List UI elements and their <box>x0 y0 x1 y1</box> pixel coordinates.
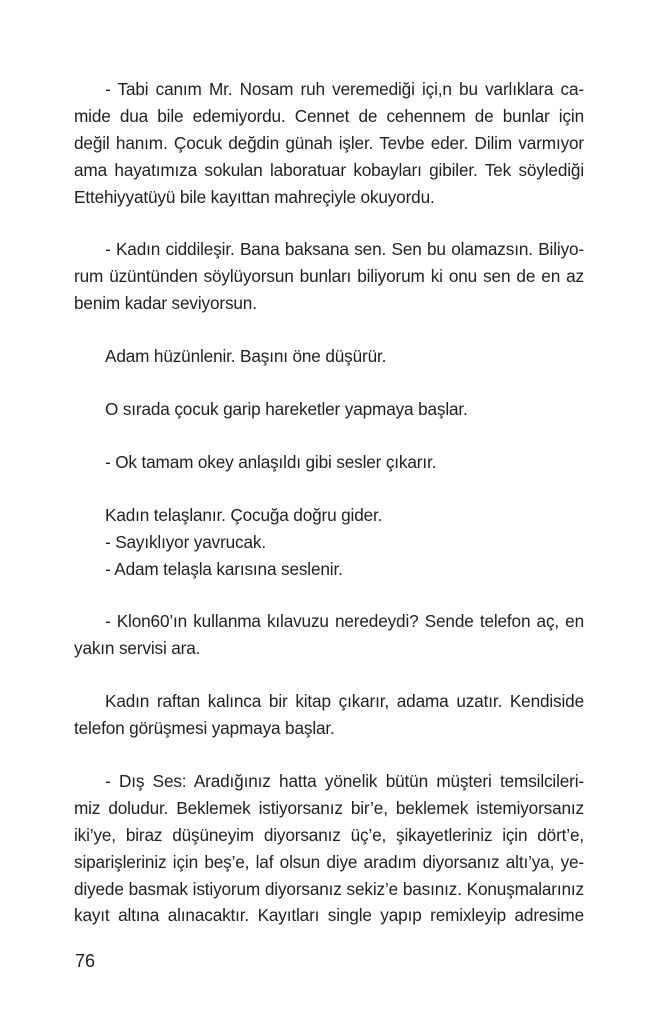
page-number: 76 <box>75 951 96 971</box>
text-line: iki’ye, biraz düşüneyim diyorsanız üç’e, şikayetleriniz için dört’e, <box>74 824 584 845</box>
text-line: telefon görüşmesi yapmaya başlar. <box>74 718 335 739</box>
text-line: ama hayatımıza sokulan laboratuar kobayları gibiler. Tek söylediği <box>74 159 584 180</box>
text-line: - Tabi canım Mr. Nosam ruh veremediği içi,n bu varlıklara ca- <box>105 79 584 99</box>
text-line: - Sayıklıyor yavrucak. <box>105 531 266 552</box>
paragraph-8 <box>74 688 584 742</box>
text-line: benim kadar seviyorsun. <box>74 293 257 314</box>
text-line: rum üzüntünden söylüyorsun bunları biliyorum ki onu sen de en az <box>74 266 584 287</box>
text-line: Ettehiyyatüyü bile kayıttan mahreçiyle okuyordu. <box>74 186 435 207</box>
paragraph-3 <box>74 343 584 370</box>
text-line: miz doludur. Beklemek istiyorsanız bir’e, beklemek istemiyorsanız <box>74 797 584 818</box>
text-line: diyede basmak istiyorum diyorsanız sekiz’e basınız. Konuşmalarınız <box>74 878 584 899</box>
text-line: - Adam telaşla karısına seslenir. <box>105 558 343 579</box>
text-line: siparişleriniz için beş’e, laf olsun diye aradım diyorsanız altı’ya, ye- <box>74 851 584 872</box>
text-line: mide dua bile edemiyordu. Cennet de cehennem de bunlar için <box>74 105 584 126</box>
text-line: - Dış Ses: Aradığınız hatta yönelik bütün müşteri temsilcileri- <box>105 771 584 792</box>
text-line: - Klon60’ın kullanma kılavuzu neredeydi? Sende telefon aç, en <box>105 611 584 632</box>
text-line: Kadın telaşlanır. Çocuğa doğru gider. <box>105 504 383 525</box>
text-line: Adam hüzünlenir. Başını öne düşürür. <box>105 346 387 367</box>
paragraph-6 <box>74 502 584 583</box>
text-line: - Kadın ciddileşir. Bana baksana sen. Sen bu olamazsın. Biliyo- <box>105 239 584 260</box>
paragraph-1 <box>74 76 584 210</box>
text-line: kayıt altına alınacaktır. Kayıtları single yapıp remixleyip adresime <box>74 905 584 926</box>
text-line: - Ok tamam okey anlaşıldı gibi sesler çıkarır. <box>105 451 437 472</box>
text-line: Kadın raftan kalınca bir kitap çıkarır, adama uzatır. Kendiside <box>105 691 584 712</box>
text-line: O sırada çocuk garip hareketler yapmaya başlar. <box>105 399 468 420</box>
text-line: değil hanım. Çocuk değdin günah işler. Tevbe eder. Dilim varmıyor <box>74 132 584 153</box>
paragraph-5 <box>74 449 584 476</box>
page-body <box>74 76 584 955</box>
paragraph-2 <box>74 236 584 317</box>
paragraph-7 <box>74 608 584 662</box>
text-line: yakın servisi ara. <box>74 638 201 659</box>
paragraph-9 <box>74 768 584 929</box>
paragraph-4 <box>74 396 584 423</box>
